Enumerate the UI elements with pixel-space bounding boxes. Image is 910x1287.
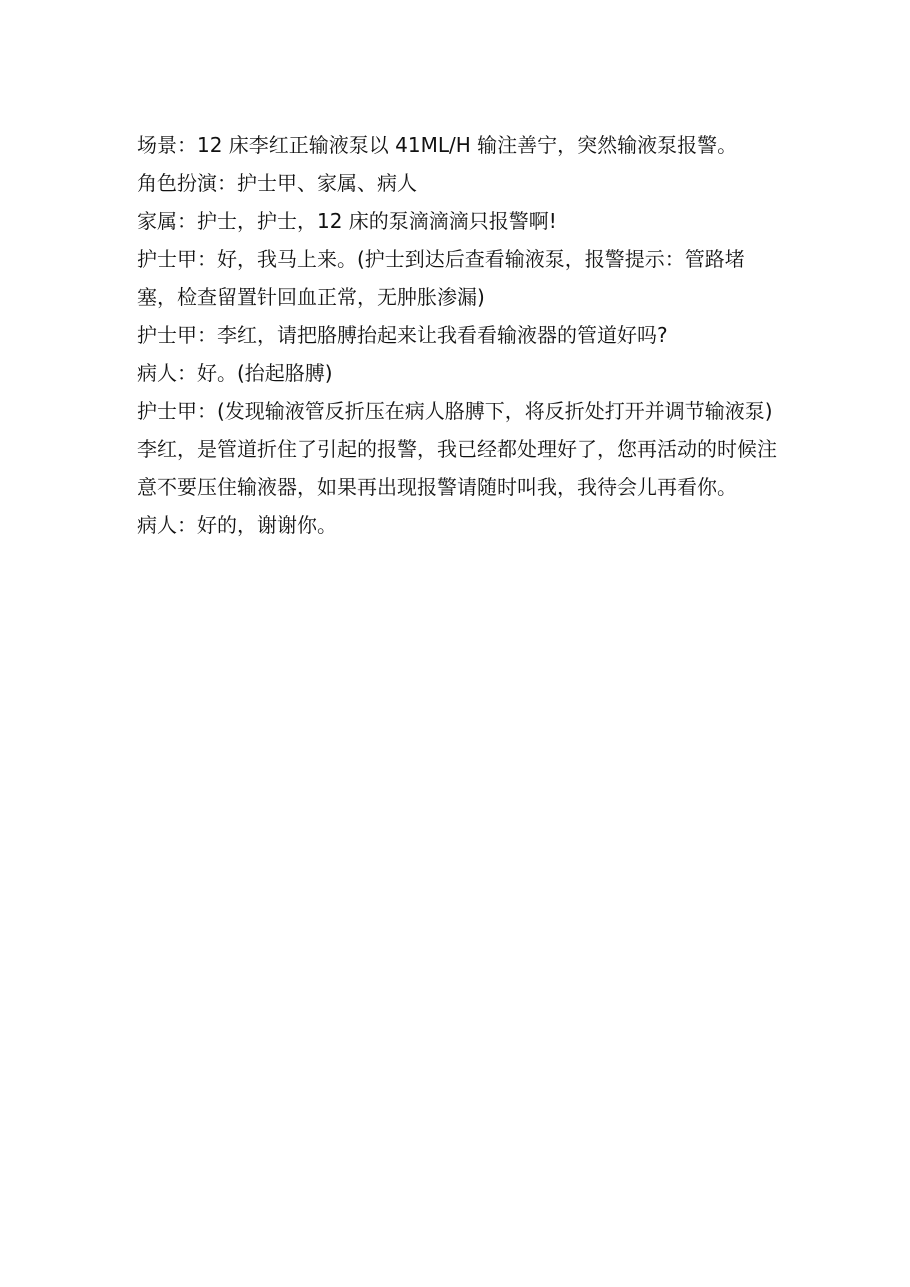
nurse-line-3: 护士甲：(发现输液管反折压在病人胳膊下，将反折处打开并调节输液泵)李红，是管道折住了引起的报警，我已经都处理好了，您再活动的时候注意不要压住输液器，如果再出现报警请随时叫我，我待会儿再看你。	[137, 399, 777, 499]
family-line: 家属：护士，护士，12 床的泵滴滴滴只报警啊!	[137, 209, 557, 233]
nurse-line-1: 护士甲：好，我马上来。(护士到达后查看输液泵，报警提示：管路堵塞，检查留置针回血正常，无肿胀渗漏)	[137, 247, 745, 309]
scene-paragraph: 场景：12 床李红正输液泵以 41ML/H 输注善宁，突然输液泵报警。	[137, 133, 738, 157]
document-body	[137, 126, 777, 544]
roles-paragraph: 角色扮演：护士甲、家属、病人	[137, 171, 417, 195]
patient-line-1: 病人：好。(抬起胳膊)	[137, 361, 333, 385]
patient-line-2: 病人：好的，谢谢你。	[137, 513, 337, 537]
nurse-line-2: 护士甲：李红，请把胳膊抬起来让我看看输液器的管道好吗?	[137, 323, 668, 347]
